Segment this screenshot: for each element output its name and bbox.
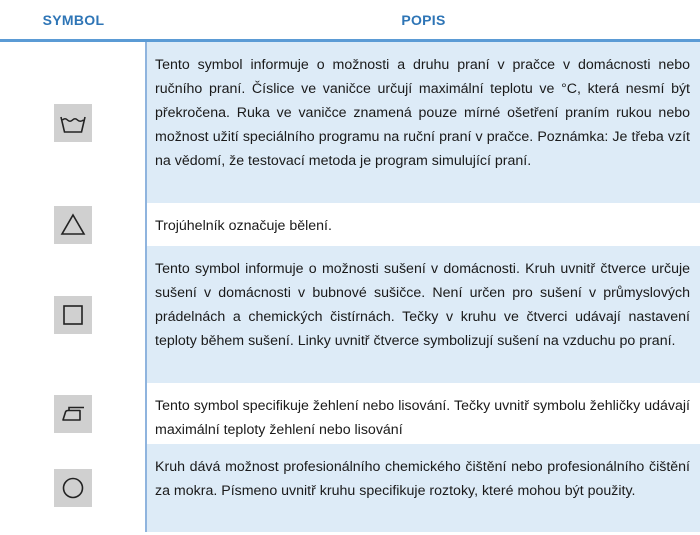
symbol-cell (0, 246, 147, 383)
table-row-bleaching (0, 203, 700, 246)
symbol-cell (0, 444, 147, 532)
symbol-cell (0, 203, 147, 246)
washing-tub-icon (54, 104, 92, 142)
circle-icon (54, 469, 92, 507)
table-row-dry-cleaning (0, 444, 700, 532)
symbol-cell (0, 42, 147, 203)
iron-icon (54, 395, 92, 433)
header-description: POPIS (401, 11, 446, 28)
table-row-ironing (0, 383, 700, 444)
description-cell: Tento symbol informuje o možnosti sušení v domácnosti. Kruh uvnitř čtverce určuje sušení v domácnosti v bubnové sušičce. Není určen pro sušení v průmyslových prádelnách a chemických čistírnách. Tečky v kruhu ve čtverci udávají nastavení teploty během sušení. Linky uvnitř čtverce symbolizují sušení na vzduchu po praní. (147, 246, 700, 383)
description-cell: Trojúhelník označuje bělení. (147, 203, 700, 246)
table-header (0, 0, 700, 42)
triangle-icon (54, 206, 92, 244)
description-cell: Tento symbol specifikuje žehlení nebo lisování. Tečky uvnitř symbolu žehličky udávají maximální teploty žehlení nebo lisování (147, 383, 700, 444)
description-cell: Kruh dává možnost profesionálního chemického čištění nebo profesionálního čištění za mokra. Písmeno uvnitř kruhu specifikuje roztoky, které mohou být použity. (147, 444, 700, 532)
table-row-washing (0, 42, 700, 203)
symbol-cell (0, 383, 147, 444)
square-icon (54, 296, 92, 334)
description-cell: Tento symbol informuje o možnosti a druhu praní v pračce v domácnosti nebo ručního praní. Číslice ve vaničce určují maximální teplotu ve °C, která nesmí být překročena. Ruka ve vaničce znamená pouze mírné ošetření praním rukou nebo možnost užití speciálního programu na ruční praní v pračce. Poznámka: Je třeba vzít na vědomí, že testovací metoda je program simulující praní. (147, 42, 700, 203)
table-row-drying (0, 246, 700, 383)
header-symbol: SYMBOL (42, 11, 105, 28)
